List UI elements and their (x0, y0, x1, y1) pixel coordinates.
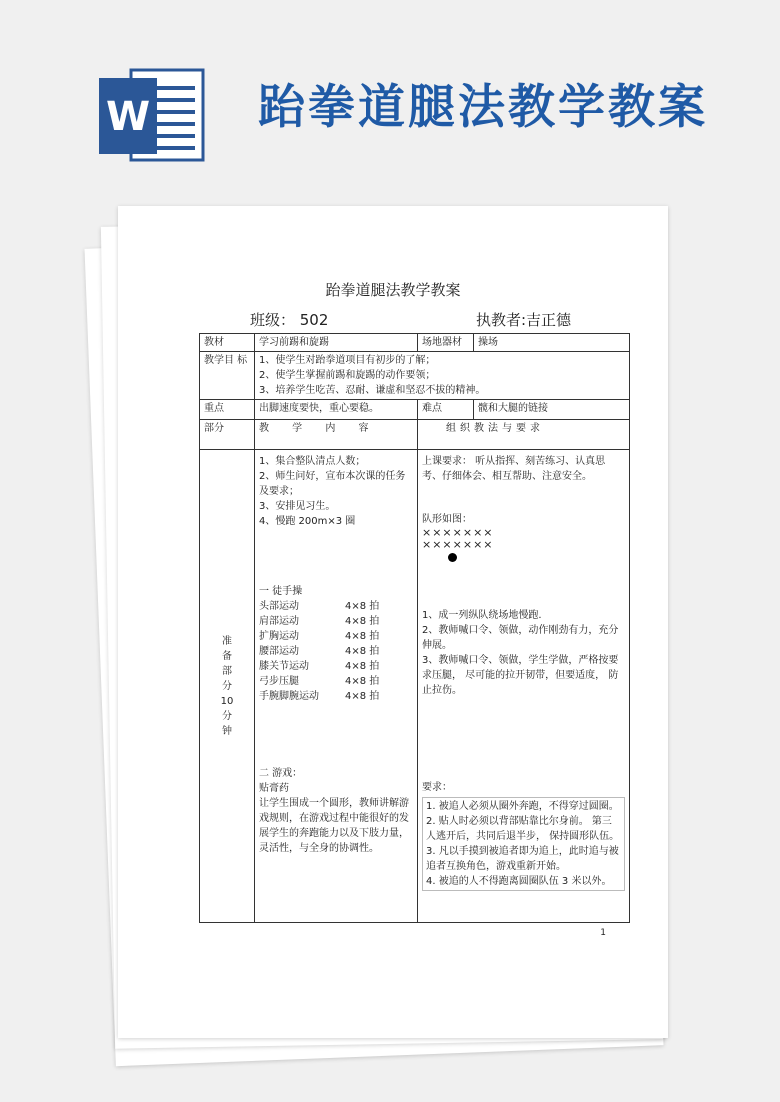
lesson-plan-table (199, 333, 630, 923)
word-document-icon (95, 64, 207, 166)
game-title: 二 游戏： (259, 768, 303, 779)
game-description: 让学生围成一个圆形，教师讲解游戏规则，在游戏过程中能很好的发展学生的奔跑能力以及下肢力量，灵活性，与全身的协调性。 (259, 798, 409, 854)
calisthenics-title: 一 徒手操 (259, 586, 303, 597)
game-name: 贴膏药 (259, 783, 289, 794)
goal-item: 3、培养学生吃苦、忍耐、谦虚和坚忍不拔的精神。 (259, 385, 486, 396)
exercise-row: 手腕脚腕运动 4×8 拍 (259, 691, 380, 702)
content-cell (255, 450, 418, 923)
table-row (200, 352, 630, 400)
formation-row: ××××××× (422, 526, 494, 539)
difficulty-value: 髋和大腿的链接 (474, 400, 630, 420)
method-step: 1、成一列纵队绕场地慢跑. (422, 610, 542, 621)
material-label: 教材 (200, 334, 255, 352)
table-row (200, 420, 630, 450)
table-row (200, 450, 630, 923)
goal-item: 1、使学生对跆拳道项目有初步的了解； (259, 355, 436, 366)
prep-step: 3、安排见习生。 (259, 501, 336, 512)
document-page (118, 206, 668, 1038)
exercise-row: 肩部运动 4×8 拍 (259, 616, 380, 627)
prep-step: 1、集合整队清点人数； (259, 456, 366, 467)
method-step: 2、教师喊口令、领做，动作刚劲有力，充分伸展。 (422, 625, 619, 651)
method-step: 3、教师喊口令、领做，学生学做，严格按要求压腿， 尽可能的拉开韧带，但要适度， 防止拉伤。 (422, 655, 619, 696)
key-value: 出脚速度要快，重心要稳。 (255, 400, 418, 420)
teacher-label: 执教者:吉正德 (476, 311, 572, 329)
page-number: 1 (600, 928, 606, 938)
game-rule: 1. 被追人必须从圈外奔跑，不得穿过圆圈。 (426, 801, 619, 812)
banner (0, 0, 780, 180)
game-rule: 4. 被追的人不得跑离圆圈队伍 3 米以外。 (426, 876, 612, 887)
method-header: 组织教法与要求 (418, 420, 630, 450)
requirements-intro: 上课要求： 听从指挥、刻苦练习、认真思考、仔细体会、相互帮助、注意安全。 (422, 456, 606, 482)
game-rule: 3. 凡以手摸到被追者即为追上，此时追与被追者互换角色，游戏重新开始。 (426, 846, 619, 872)
table-row (200, 334, 630, 352)
material-value: 学习前踢和旋踢 (255, 334, 418, 352)
prep-step: 4、慢跑 200m×3 圈 (259, 516, 356, 527)
teacher-position-dot (448, 553, 457, 562)
document-title: 跆拳道腿法教学教案 (325, 281, 461, 299)
formation-label: 队形如图： (422, 514, 472, 525)
class-label: 班级： 502 (250, 311, 329, 329)
goal-item: 2、使学生掌握前踢和旋踢的动作要领； (259, 370, 436, 381)
section-label: 准 备 部 分 10 分 钟 (200, 450, 255, 923)
exercise-row: 腰部运动 4×8 拍 (259, 646, 380, 657)
content-header: 教 学 内 容 (255, 420, 418, 450)
formation-row: ××××××× (422, 538, 494, 551)
game-requirements-label: 要求： (422, 782, 452, 793)
game-rules-box (422, 797, 625, 891)
game-rule: 2. 贴人时必须以背部贴靠比尔身前。 第三人逃开后，共同后退半步， 保持圆形队伍。 (426, 816, 620, 842)
venue-value: 操场 (474, 334, 630, 352)
venue-label: 场地器材 (418, 334, 474, 352)
exercise-row: 膝关节运动 4×8 拍 (259, 661, 380, 672)
method-cell (418, 450, 630, 923)
goals-list (255, 352, 630, 400)
banner-title: 跆拳道腿法教学教案 (258, 80, 708, 135)
difficulty-label: 难点 (418, 400, 474, 420)
prep-step: 2、师生问好，宣布本次课的任务及要求； (259, 471, 406, 497)
goals-label: 教学目 标 (200, 352, 255, 400)
table-row (200, 400, 630, 420)
exercise-row: 头部运动 4×8 拍 (259, 601, 380, 612)
exercise-row: 弓步压腿 4×8 拍 (259, 676, 380, 687)
word-icon-letter: W (105, 94, 151, 140)
part-label: 部分 (200, 420, 255, 450)
key-label: 重点 (200, 400, 255, 420)
exercise-row: 扩胸运动 4×8 拍 (259, 631, 380, 642)
